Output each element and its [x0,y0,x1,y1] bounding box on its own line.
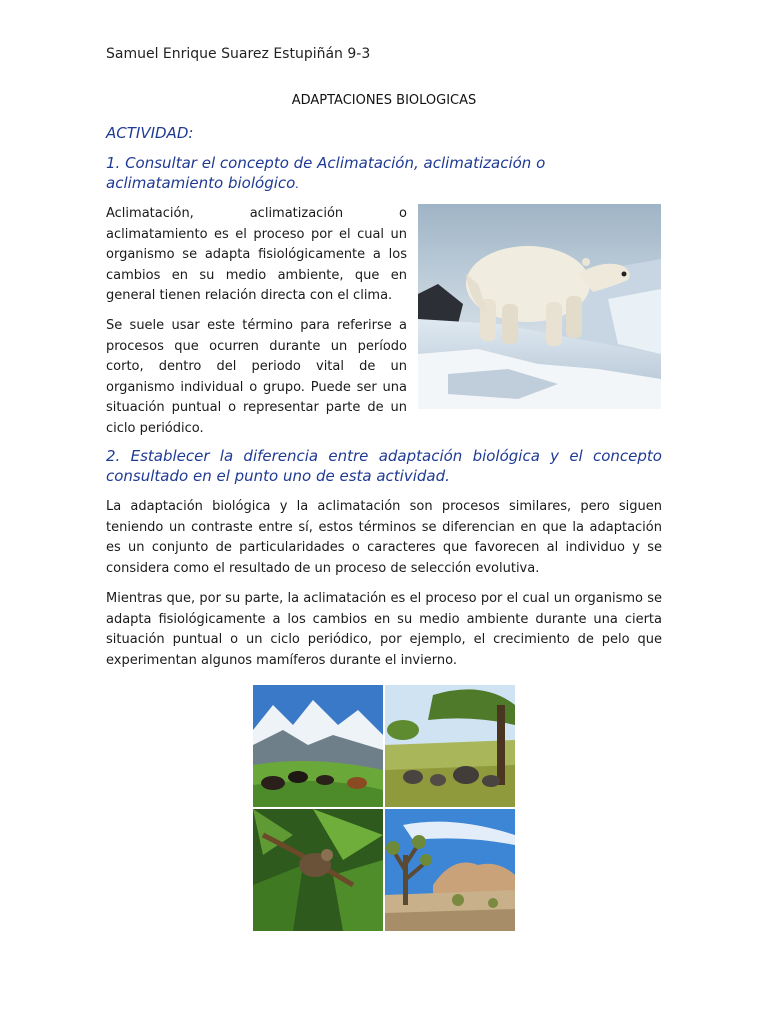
question-1-heading [106,153,662,194]
question-1-dot: . [295,177,300,191]
answer-1-paragraph-2: Se suele usar este término para referirse a procesos que ocurren durante un período corto, dentro del periodo vital de un organismo individual o grupo. Puede ser una situación puntual o representar parte de un ciclo periódico. [106,318,407,436]
author-line: Samuel Enrique Suarez Estupiñán 9-3 [106,46,371,62]
question-2-heading: 2. Establecer la diferencia entre adaptación biológica y el concepto consultado en el punto uno de esta actividad. [106,447,662,485]
polar-bear-photo [418,204,661,409]
answer-2-paragraph-2: Mientras que, por su parte, la aclimatación es el proceso por el cual un organismo se adapta fisiológicamente a los cambios en su medio ambiente durante una cierta situación puntual o un ciclo periódico, por ejemplo, el crecimiento de pelo que experimentan algunos mamíferos durante el invierno. [106,591,662,668]
savanna-photo [385,685,515,807]
activity-heading: ACTIVIDAD: [106,124,194,142]
mountain-meadow-photo [253,685,383,807]
habitat-collage [253,685,515,931]
jungle-photo [253,809,383,931]
question-1-text: 1. Consultar el concepto de Aclimatación, aclimatización o aclimatamiento biológico [106,154,546,192]
desert-photo [385,809,515,931]
answer-2-paragraph-1: La adaptación biológica y la aclimatación son procesos similares, pero siguen teniendo un contraste entre sí, estos términos se diferencian en que la adaptación es un conjunto de particularidades o caracteres que favorecen al individuo y se considera como el resultado de un proceso de selección evolutiva. [106,499,662,576]
answer-1-paragraph-1: Aclimatación, aclimatización o aclimatamiento es el proceso por el cual un organismo se adapta fisiológicamente a los cambios en su medio ambiente, que en general tienen relación directa con el clima. [106,206,407,303]
document-title: ADAPTACIONES BIOLOGICAS [291,93,477,108]
